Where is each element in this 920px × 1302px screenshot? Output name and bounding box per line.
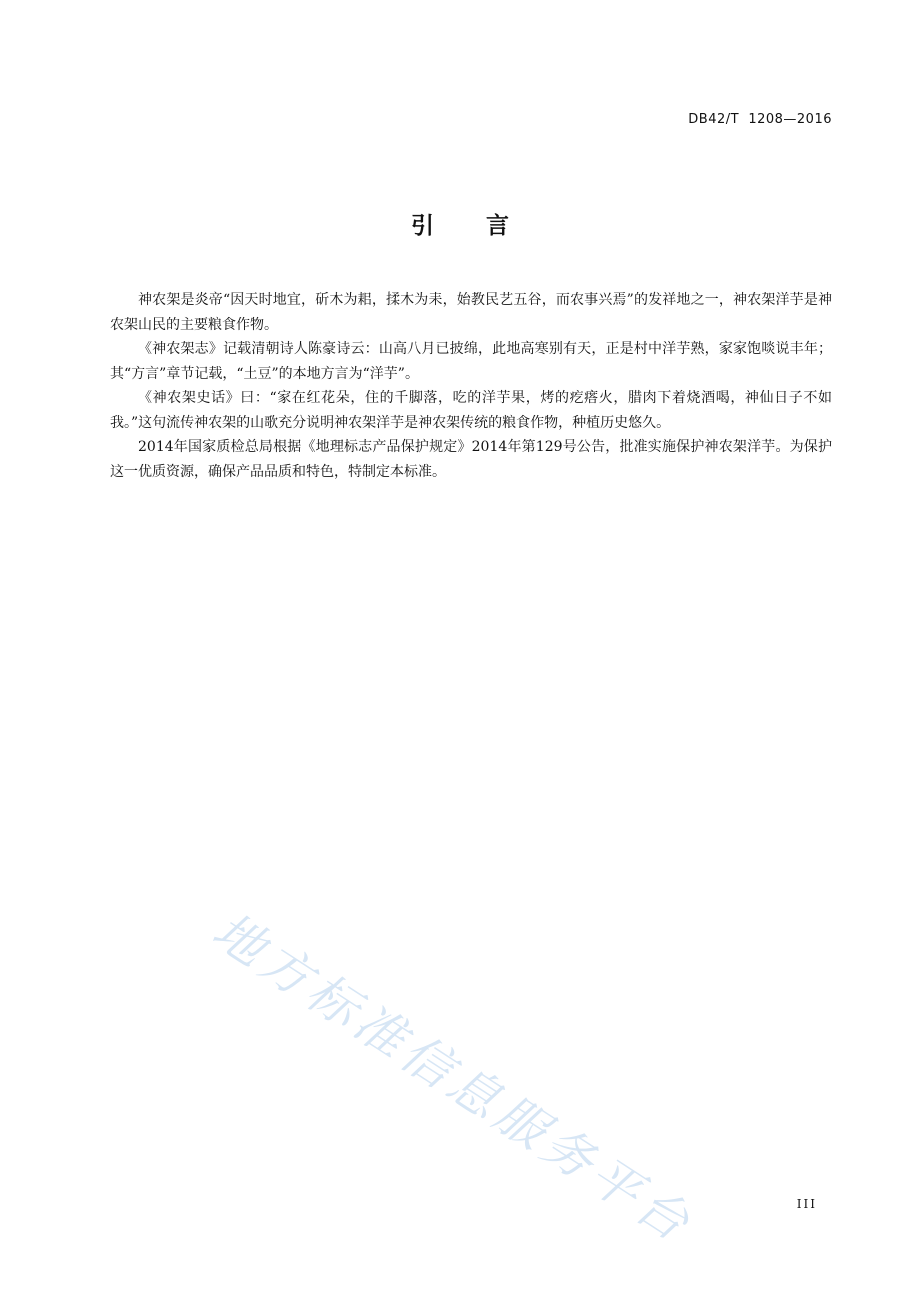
page-title [0, 207, 920, 240]
introduction-body [110, 288, 832, 484]
watermark: 地方标准信息服务平台 [202, 901, 704, 1255]
title-char-2: 言 [486, 213, 509, 239]
paragraph-3: 《神农架史话》曰：“家在红花朵，住的千脚落，吃的洋芋果，烤的疙瘩火，腊肉下着烧酒喝，神仙日子不如我。”这句流传神农架的山歌充分说明神农架洋芋是神农架传统的粮食作物，种植历史悠久。 [110, 390, 832, 431]
title-char-1: 引 [411, 213, 434, 239]
page-number: III [796, 1197, 817, 1211]
paragraph-2: 《神农架志》记载清朝诗人陈豪诗云：山高八月已披绵，此地高寒别有天，正是村中洋芋熟，家家饱啖说丰年；其“方言”章节记载，“土豆”的本地方言为“洋芋”。 [110, 341, 832, 382]
paragraph-4: 2014年国家质检总局根据《地理标志产品保护规定》2014年第129号公告，批准实施保护神农架洋芋。为保护这一优质资源，确保产品品质和特色，特制定本标准。 [110, 439, 832, 480]
paragraph-1: 神农架是炎帝“因天时地宜，斫木为耜，揉木为耒，始教民艺五谷，而农事兴焉”的发祥地之一，神农架洋芋是神农架山民的主要粮食作物。 [110, 292, 832, 333]
document-code: DB42/T 1208—2016 [688, 112, 832, 127]
